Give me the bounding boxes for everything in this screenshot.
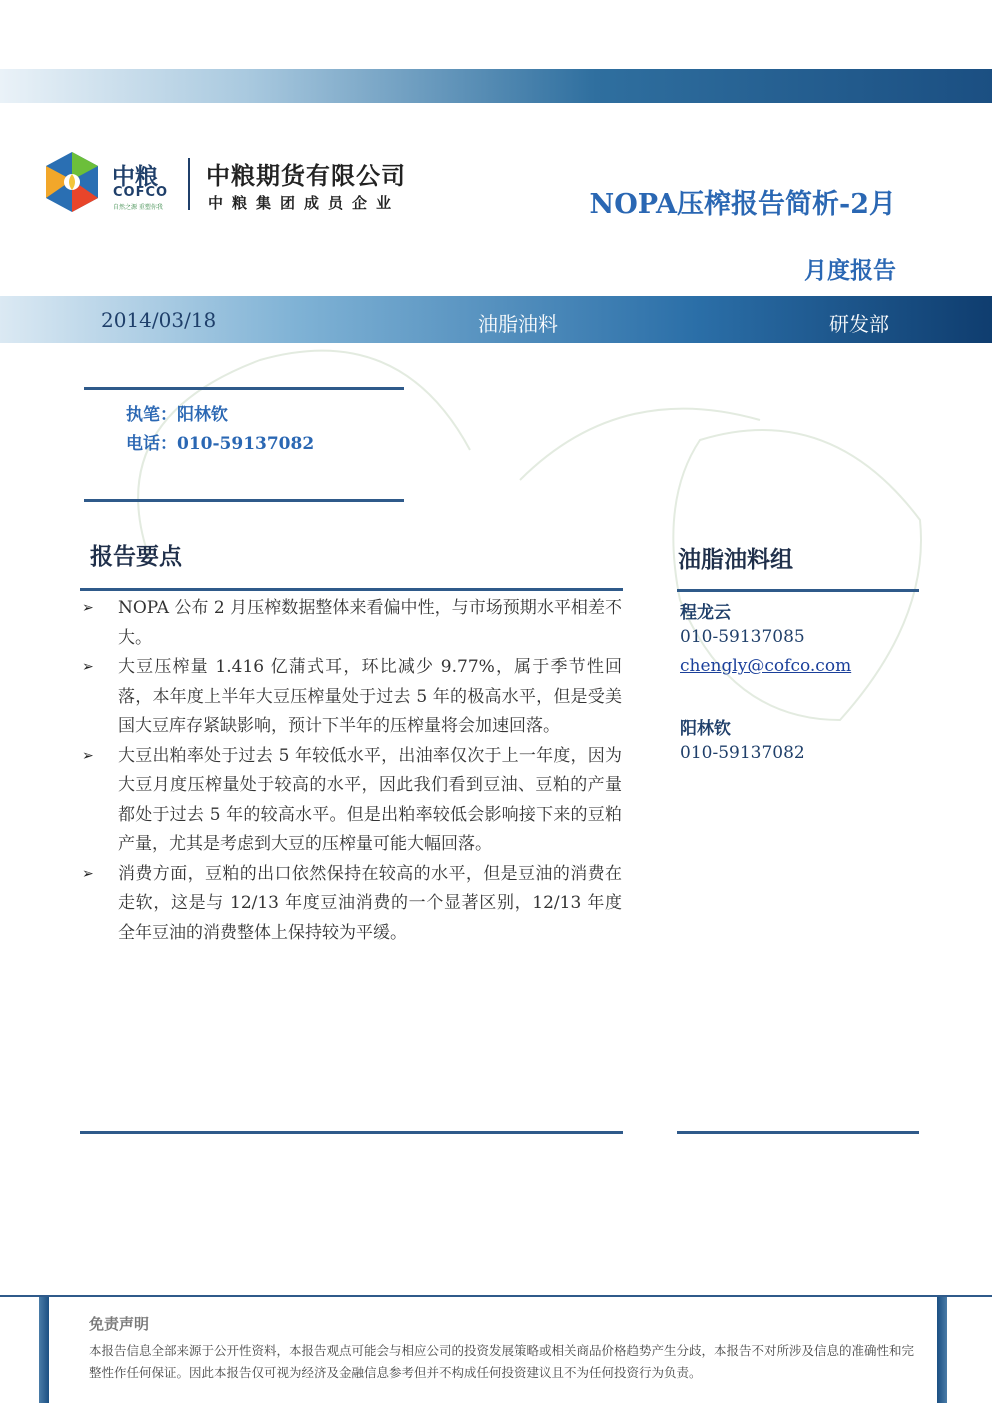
arrow-bullet-icon: ➢	[82, 747, 94, 764]
bullet-text: NOPA 公布 2 月压榨数据整体来看偏中性，与市场预期水平相差不大。	[118, 598, 622, 648]
summary-bullet	[82, 653, 622, 742]
member-phone: 010-59137085	[680, 627, 805, 647]
disclaimer-title: 免责声明	[89, 1315, 150, 1333]
info-band	[0, 296, 992, 343]
summary-bullet	[82, 742, 622, 860]
arrow-bullet-icon: ➢	[82, 865, 94, 882]
logo-cn-text: 中粮	[112, 164, 158, 190]
summary-bullet-list	[82, 594, 622, 948]
arrow-bullet-icon: ➢	[82, 600, 94, 616]
summary-bullet	[82, 594, 622, 653]
logo-en-text: COFCO	[113, 185, 169, 200]
member-name: 程龙云	[680, 603, 731, 623]
team-top-rule	[677, 589, 919, 592]
brand-separator	[188, 158, 190, 210]
author-bottom-rule	[84, 499, 404, 502]
author-writer: 执笔：阳林钦	[126, 405, 228, 425]
bullet-text: 消费方面，豆粕的出口依然保持在较高的水平，但是豆油的消费在走软，这是与 12/13 年度豆油消费的一个显著区别，12/13 年度全年豆油的消费整体上保持较为平缓。	[118, 863, 622, 943]
header-band	[0, 69, 992, 103]
author-top-rule	[84, 387, 404, 390]
author-phone: 电话：010-59137082	[126, 434, 315, 454]
company-subtitle: 中粮集团成员企业	[208, 194, 401, 212]
summary-bullet	[82, 860, 622, 949]
team-bottom-rule	[677, 1131, 919, 1134]
bullet-text: 大豆压榨量 1.416 亿蒲式耳，环比减少 9.77%，属于季节性回落，本年度上半年大豆压榨量处于过去 5 年的极高水平，但是受美国大豆库存紧缺影响，预计下半年的压榨量将会加速回落。	[118, 657, 622, 736]
member-name: 阳林钦	[680, 719, 731, 739]
bullet-text: 大豆出粕率处于过去 5 年较低水平，出油率仅次于上一年度，因为大豆月度压榨量处于较高的水平，因此我们看到豆油、豆粕的产量都处于过去 5 年的较高水平。但是出粕率较低会影响接下来的豆粕产量，尤其是考虑到大豆的压榨量可能大幅回落。	[118, 745, 622, 854]
logo-tagline: 自然之源 重塑你我	[113, 204, 163, 211]
summary-bottom-rule	[80, 1131, 623, 1134]
arrow-bullet-icon: ➢	[82, 659, 94, 675]
report-type: 月度报告	[804, 257, 896, 284]
footer-right-bar	[937, 1297, 947, 1403]
footer-top-line	[0, 1295, 992, 1297]
member-email-link[interactable]: chengly@cofco.com	[680, 656, 852, 676]
report-date: 2014/03/18	[101, 308, 217, 332]
company-name: 中粮期货有限公司	[206, 162, 406, 190]
disclaimer-body: 本报告信息全部来源于公开性资料，本报告观点可能会与相应公司的投资发展策略或相关商品价格趋势产生分歧，本报告不对所涉及信息的准确性和完整性作任何保证。因此本报告仅可视为经济及金融信息参考但并不构成任何投资建议且不为任何投资行为负责。	[89, 1343, 915, 1380]
summary-heading: 报告要点	[90, 543, 182, 570]
report-category: 油脂油料	[478, 312, 558, 336]
report-title: NOPA压榨报告简析-2月	[589, 189, 896, 220]
report-department: 研发部	[829, 312, 889, 336]
footer-left-bar	[39, 1297, 49, 1403]
summary-top-rule	[80, 588, 623, 591]
member-phone: 010-59137082	[680, 743, 805, 763]
team-heading: 油脂油料组	[678, 546, 793, 573]
cofco-logo-icon	[40, 150, 104, 216]
